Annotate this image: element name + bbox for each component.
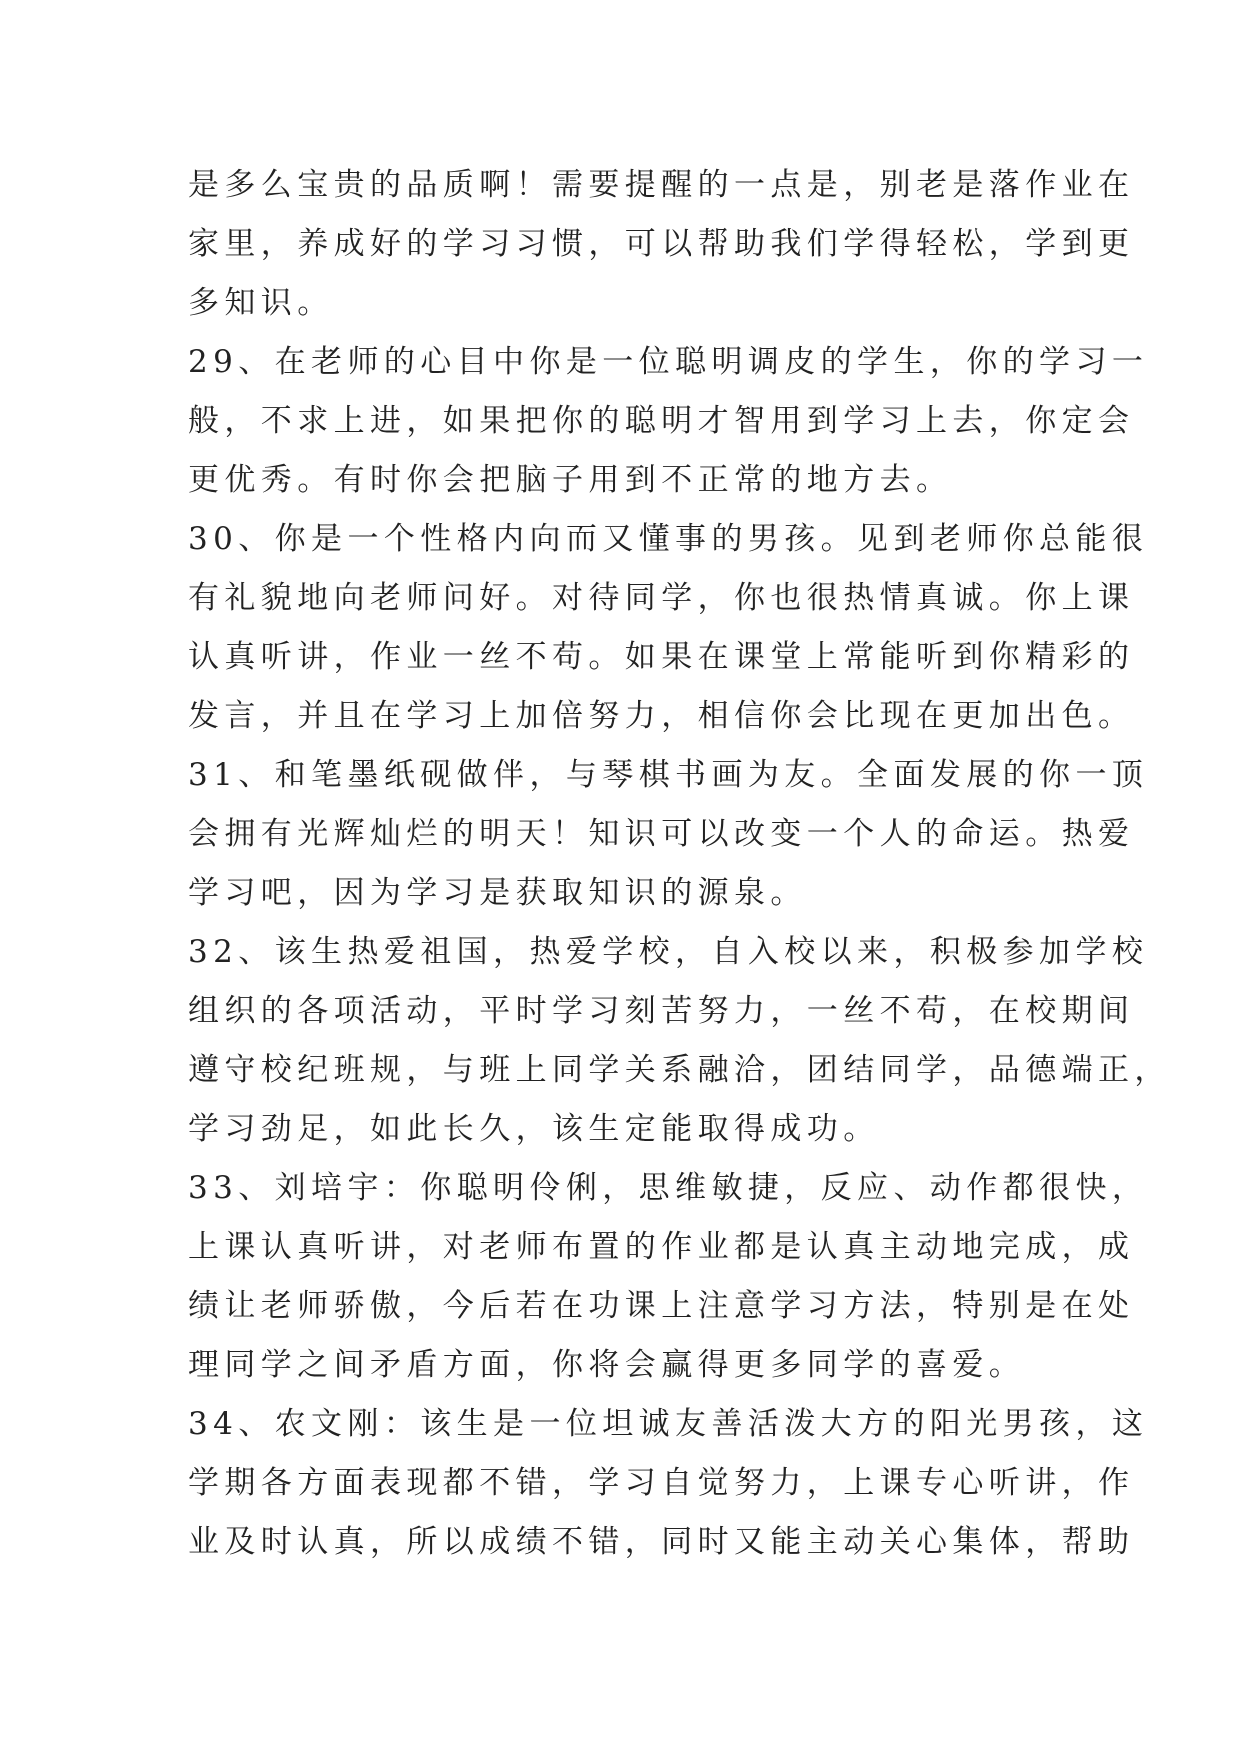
text-line: 理同学之间矛盾方面，你将会赢得更多同学的喜爱。 bbox=[188, 1347, 1026, 1383]
text-line: 是多么宝贵的品质啊！需要提醒的一点是，别老是落作业在 bbox=[188, 167, 1135, 203]
text-line: 有礼貌地向老师问好。对待同学，你也很热情真诚。你上课 bbox=[188, 580, 1135, 616]
text-line: 绩让老师骄傲，今后若在功课上注意学习方法，特别是在处 bbox=[188, 1288, 1135, 1324]
text-line: 家里，养成好的学习习惯，可以帮助我们学得轻松，学到更 bbox=[188, 226, 1135, 262]
text-line: 31、和笔墨纸砚做伴，与琴棋书画为友。全面发展的你一顶 bbox=[188, 757, 1149, 793]
text-line: 30、你是一个性格内向而又懂事的男孩。见到老师你总能很 bbox=[188, 521, 1149, 557]
text-line: 34、农文刚：该生是一位坦诚友善活泼大方的阳光男孩，这 bbox=[188, 1406, 1149, 1442]
text-line: 29、在老师的心目中你是一位聪明调皮的学生，你的学习一 bbox=[188, 344, 1149, 380]
text-line: 组织的各项活动，平时学习刻苦努力，一丝不苟，在校期间 bbox=[188, 993, 1135, 1029]
text-line: 业及时认真，所以成绩不错，同时又能主动关心集体，帮助 bbox=[188, 1524, 1135, 1560]
text-line: 认真听讲，作业一丝不苟。如果在课堂上常能听到你精彩的 bbox=[188, 639, 1135, 675]
text-line: 般，不求上进，如果把你的聪明才智用到学习上去，你定会 bbox=[188, 403, 1135, 439]
text-line: 上课认真听讲，对老师布置的作业都是认真主动地完成，成 bbox=[188, 1229, 1135, 1265]
text-line: 学习吧，因为学习是获取知识的源泉。 bbox=[188, 875, 807, 911]
document-body bbox=[188, 156, 1171, 1572]
text-line: 多知识。 bbox=[188, 285, 334, 321]
text-line: 学习劲足，如此长久，该生定能取得成功。 bbox=[188, 1111, 880, 1147]
text-line: 32、该生热爱祖国，热爱学校，自入校以来，积极参加学校 bbox=[188, 934, 1149, 970]
text-line: 学期各方面表现都不错，学习自觉努力，上课专心听讲，作 bbox=[188, 1465, 1135, 1501]
text-line: 更优秀。有时你会把脑子用到不正常的地方去。 bbox=[188, 462, 953, 498]
text-line: 会拥有光辉灿烂的明天！知识可以改变一个人的命运。热爱 bbox=[188, 816, 1135, 852]
text-line: 发言，并且在学习上加倍努力，相信你会比现在更加出色。 bbox=[188, 698, 1135, 734]
text-line: 33、刘培宇：你聪明伶俐，思维敏捷，反应、动作都很快， bbox=[188, 1170, 1149, 1206]
text-line: 遵守校纪班规，与班上同学关系融洽，团结同学，品德端正， bbox=[188, 1052, 1171, 1088]
